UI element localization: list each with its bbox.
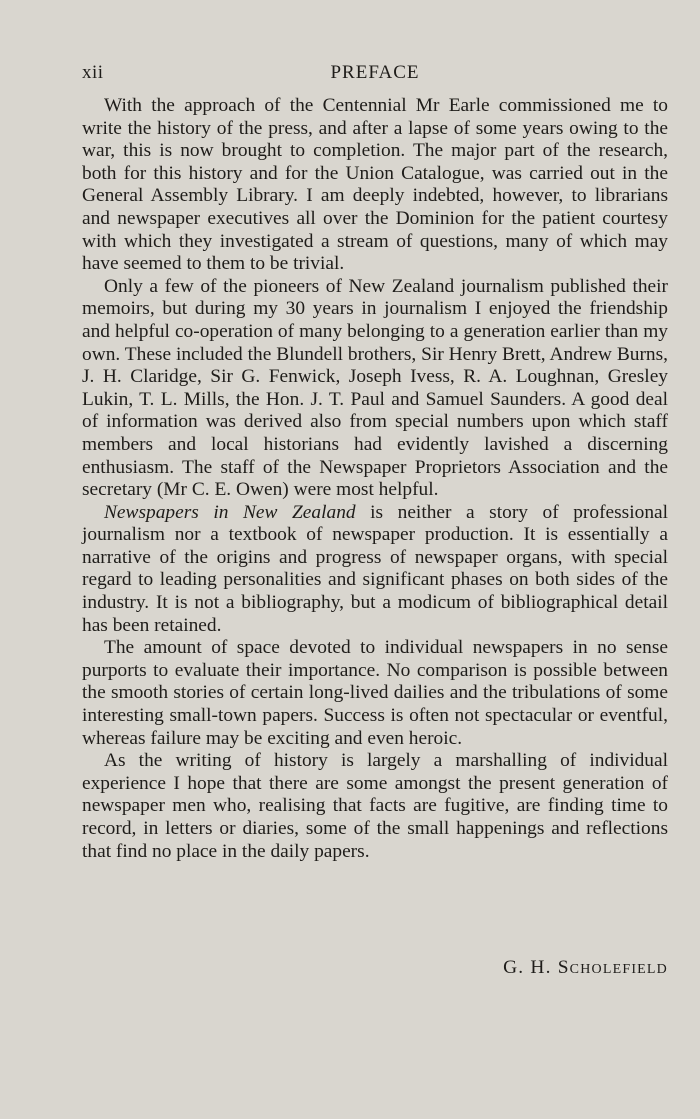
- running-head-title: PREFACE: [330, 62, 420, 83]
- author-signature: [82, 957, 668, 979]
- paragraph-text: is neither a story of professional journalism nor a textbook of newspaper production. It is essentially a narrative of the origins and progress of newspaper organs, with special regard to leading personalities and significant phases on both sides of the industry. It is not a bibliography, but a modicum of bibliographical detail has been retained.: [82, 501, 669, 636]
- paragraph: [82, 276, 668, 502]
- author-initials: G. H.: [503, 957, 552, 978]
- paragraph-text: As the writing of history is largely a marshalling of individual experience I hope that there are some amongst the present generation of newspaper men who, realising that facts are fugitive, are finding time to record, in letters or diaries, some of the small happenings and reflections that find no place in the daily papers.: [82, 750, 668, 862]
- paragraph: [82, 750, 668, 863]
- paragraph: [82, 637, 668, 750]
- page-number: xii: [82, 62, 104, 83]
- running-head: [82, 62, 668, 90]
- paragraph-text: With the approach of the Centennial Mr Earle commissioned me to write the history of the press, and after a lapse of some years owing to the war, this is now brought to completion. The major part of the research, both for this history and for the Union Catalogue, was carried out in the General Assembly Library. I am deeply indebted, however, to librarians and newspaper executives all over the Dominion for the patient courtesy with which they investigated a stream of questions, many of which may have seemed to them to be trivial.: [82, 95, 668, 275]
- preface-body: [82, 95, 668, 863]
- paragraph: [82, 95, 668, 276]
- paragraph-text: The amount of space devoted to individual newspapers in no sense purports to evaluate their importance. No comparison is possible between the smooth stories of certain long-lived dailies and the tribulations of some interesting small-town papers. Success is often not spectacular or eventful, whereas failure may be exciting and even heroic.: [82, 637, 668, 749]
- author-surname: Scholefield: [557, 957, 668, 978]
- book-title-italic: Newspapers in New Zealand: [104, 501, 356, 523]
- paragraph-text: Only a few of the pioneers of New Zealand journalism published their memoirs, but during my 30 years in journalism I enjoyed the friendship and helpful co-operation of many belonging to a generation earlier than my own. These included the Blundell brothers, Sir Henry Brett, Andrew Burns, J. H. Claridge, Sir G. Fenwick, Joseph Ivess, R. A. Loughnan, Gresley Lukin, T. L. Mills, the Hon. J. T. Paul and Samuel Saunders. A good deal of information was derived also from special numbers upon which staff members and local historians had evidently lavished a discerning enthusiasm. The staff of the Newspaper Proprietors Association and the secretary (Mr C. E. Owen) were most helpful.: [82, 275, 668, 501]
- paragraph: [82, 502, 668, 638]
